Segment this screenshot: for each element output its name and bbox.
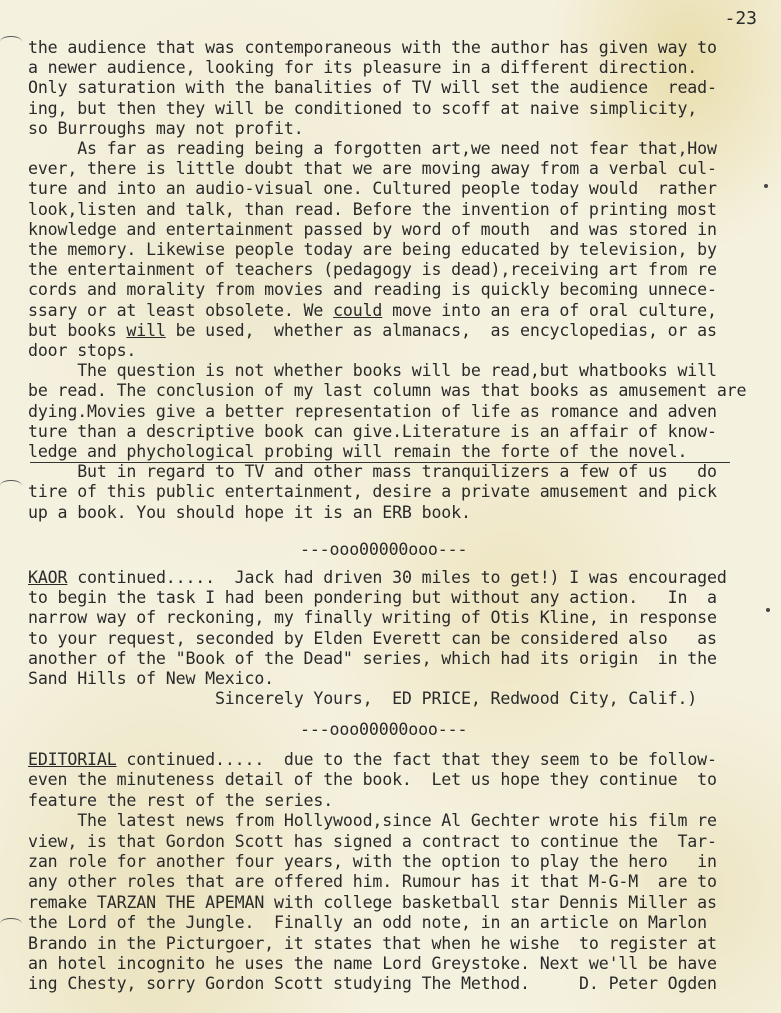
- editorial-text-line: [28, 750, 717, 770]
- body-text-line: the audience that was contemporaneous with the author has given way to: [28, 38, 717, 57]
- body-text-line: so Burroughs may not profit.: [28, 118, 304, 138]
- body-text-line: The question is not whether books will be read,but whatbooks will: [28, 361, 717, 381]
- letter-text-line: [28, 568, 727, 588]
- letter-text-line: to begin the task I had been pondering but without any action. In a: [28, 588, 717, 608]
- section-divider: ---ooo00000ooo---: [300, 540, 468, 559]
- letter-text-line: another of the "Book of the Dead" series, which had its origin in the: [28, 648, 717, 668]
- text-run: but books: [28, 320, 127, 340]
- margin-dot: [764, 184, 768, 188]
- margin-binding-mark: [0, 480, 22, 491]
- editorial-text-line: an hotel incognito he uses the name Lord Greystoke. Next we'll be have: [28, 954, 717, 973]
- editorial-text-line: feature the rest of the series.: [28, 790, 334, 810]
- text-run: ssary or at least obsolete. We: [28, 300, 334, 320]
- body-text-line: the entertainment of teachers (pedagogy is dead),receiving art from re: [28, 260, 717, 280]
- body-text-line: ledge and phychological probing will remain the forte of the novel.: [28, 442, 688, 461]
- margin-binding-mark: [0, 918, 22, 929]
- editorial-text-line: even the minuteness detail of the book. Let us hope they continue to: [28, 770, 717, 790]
- body-text-line: Only saturation with the banalities of TV will set the audience read-: [28, 78, 717, 98]
- letter-text-line: Sincerely Yours, ED PRICE, Redwood City, Calif.): [28, 689, 698, 709]
- underlined-text: KAOR: [28, 568, 68, 587]
- body-text-line: tire of this public entertainment, desire a private amusement and pick: [28, 482, 717, 502]
- page-number: -23: [724, 8, 757, 29]
- underlined-text: could: [333, 300, 383, 320]
- text-run: be used, whether as almanacs, as encyclopedias, or as: [165, 320, 717, 340]
- underlined-text: will: [126, 320, 166, 340]
- editorial-text-line: zan role for another four years, with the option to play the hero in: [28, 852, 717, 871]
- body-text-line: ing, but then they will be conditioned to scoff at naive simplicity,: [28, 98, 698, 118]
- editorial-text-line: The latest news from Hollywood,since Al Gechter wrote his film re: [28, 811, 717, 831]
- editorial-text-line: ing Chesty, sorry Gordon Scott studying The Method. D. Peter Ogden: [28, 974, 717, 994]
- letter-text-line: Sand Hills of New Mexico.: [28, 669, 275, 688]
- body-text-line: knowledge and entertainment passed by word of mouth and was stored in: [28, 219, 717, 239]
- body-text-line: be read. The conclusion of my last column was that books as amusement are: [28, 381, 747, 401]
- underlined-text: EDITORIAL: [28, 750, 117, 769]
- body-text-line: the memory. Likewise people today are being educated by television, by: [28, 240, 717, 259]
- body-text-line: ture than a descriptive book can give.Literature is an affair of know-: [28, 421, 717, 441]
- letter-text-line: to your request, seconded by Elden Everett can be considered also as: [28, 628, 717, 648]
- body-text-line: [28, 301, 717, 321]
- body-text-line: a newer audience, looking for its pleasure in a different direction.: [28, 58, 698, 78]
- body-text-line: ture and into an audio-visual one. Cultured people today would rather: [28, 179, 717, 199]
- body-text-line: As far as reading being a forgotten art,we need not fear that,How: [28, 139, 717, 158]
- body-text-line: ever, there is little doubt that we are moving away from a verbal cul-: [28, 159, 717, 179]
- body-text-line: [28, 321, 717, 341]
- body-text-line: door stops.: [28, 341, 137, 360]
- text-run: move into an era of oral culture,: [382, 300, 717, 320]
- body-text-line: cords and morality from movies and reading is quickly becoming unnece-: [28, 280, 717, 300]
- editorial-text-line: view, is that Gordon Scott has signed a contract to continue the Tar-: [28, 831, 717, 851]
- editorial-text-line: the Lord of the Jungle. Finally an odd note, in an article on Marlon: [28, 913, 707, 933]
- text-run: continued..... Jack had driven 30 miles to get!) I was encouraged: [67, 568, 727, 587]
- body-text-line: dying.Movies give a better representation of life as romance and adven: [28, 401, 717, 421]
- editorial-text-line: remake TARZAN THE APEMAN with college basketball star Dennis Miller as: [28, 892, 717, 912]
- text-run: continued..... due to the fact that they seem to be follow-: [116, 750, 717, 769]
- section-underline-rule: [30, 462, 730, 463]
- editorial-text-line: any other roles that are offered him. Rumour has it that M-G-M are to: [28, 872, 717, 892]
- editorial-text-line: Brando in the Picturgoer, it states that when he wishe to register at: [28, 933, 717, 953]
- margin-dot: [766, 608, 770, 612]
- section-divider: ---ooo00000ooo---: [300, 720, 468, 739]
- body-text-line: But in regard to TV and other mass tranquilizers a few of us do: [28, 462, 717, 482]
- body-text-line: look,listen and talk, than read. Before the invention of printing most: [28, 199, 717, 219]
- margin-binding-mark: [0, 36, 22, 47]
- letter-text-line: narrow way of reckoning, my finally writing of Otis Kline, in response: [28, 608, 717, 628]
- body-text-line: up a book. You should hope it is an ERB book.: [28, 502, 471, 522]
